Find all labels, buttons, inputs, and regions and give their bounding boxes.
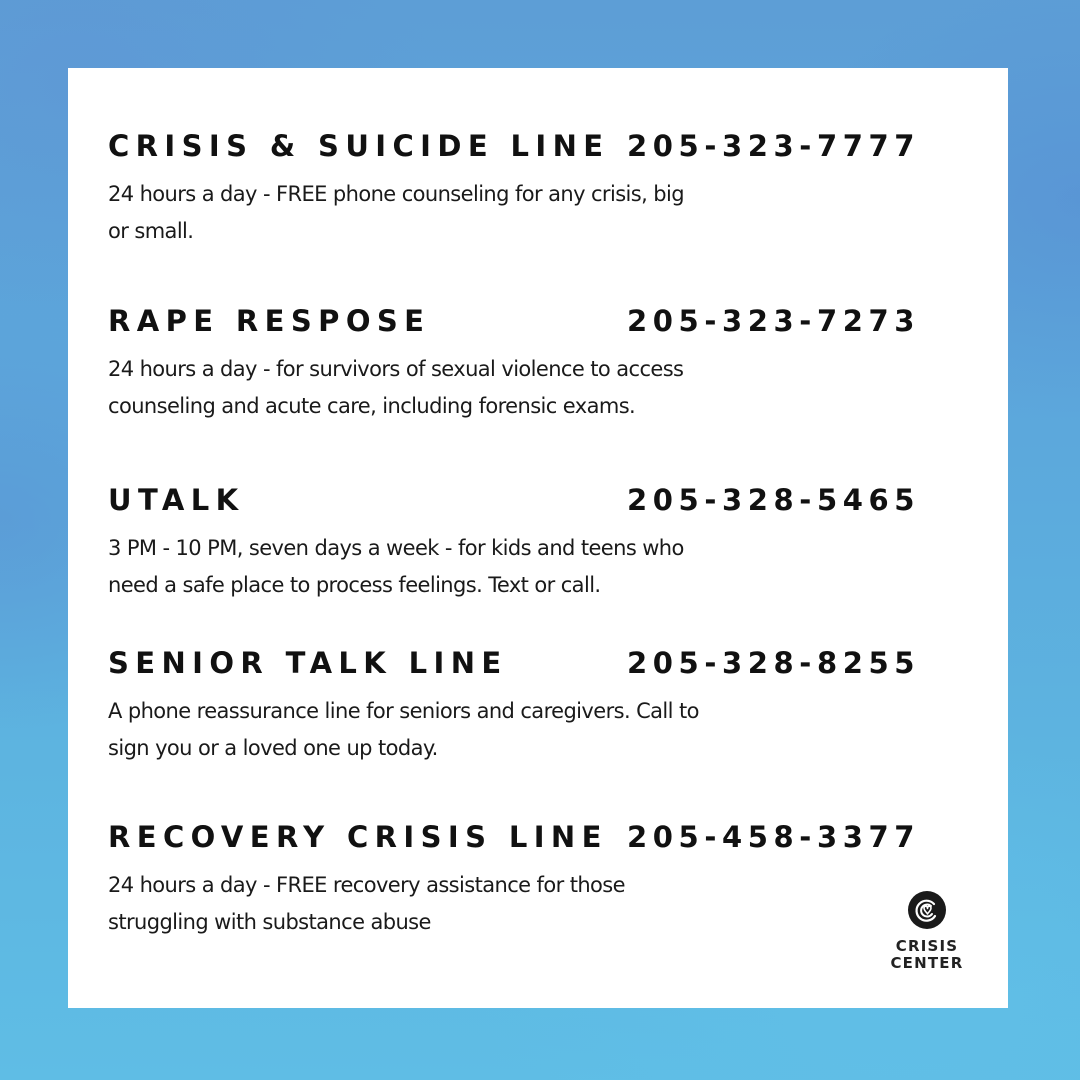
entry-senior-talk-line xyxy=(108,643,928,767)
description-line: 24 hours a day - for survivors of sexual violence to access xyxy=(108,357,684,381)
crisis-center-logo xyxy=(888,890,966,972)
description-line: 24 hours a day - FREE phone counseling for any crisis, big xyxy=(108,182,684,206)
description-line: need a safe place to process feelings. Text or call. xyxy=(108,573,601,597)
description-line: 3 PM - 10 PM, seven days a week - for kids and teens who xyxy=(108,536,684,560)
entry-heading-row xyxy=(108,817,928,857)
description-line: 24 hours a day - FREE recovery assistance for those xyxy=(108,873,625,897)
logo-line-crisis: CRISIS xyxy=(895,937,959,955)
entry-title: CRISIS & SUICIDE LINE xyxy=(108,129,610,163)
description-line: struggling with substance abuse xyxy=(108,910,431,934)
logo-wordmark xyxy=(888,938,966,972)
entry-description xyxy=(108,530,768,604)
entry-title: SENIOR TALK LINE xyxy=(108,646,508,680)
entry-title: RAPE RESPOSE xyxy=(108,304,431,338)
entry-description xyxy=(108,867,768,941)
entry-title: RECOVERY CRISIS LINE xyxy=(108,820,608,854)
description-line: sign you or a loved one up today. xyxy=(108,736,438,760)
description-line: A phone reassurance line for seniors and caregivers. Call to xyxy=(108,699,699,723)
crisis-center-heart-swirl-icon xyxy=(907,890,947,930)
entry-heading-row xyxy=(108,643,928,683)
description-line: or small. xyxy=(108,219,194,243)
entry-description xyxy=(108,176,768,250)
entry-rape-response xyxy=(108,301,928,425)
entry-phone[interactable]: 205-323-7273 xyxy=(627,304,921,338)
entry-description xyxy=(108,351,768,425)
entry-recovery-crisis-line xyxy=(108,817,928,941)
entry-heading-row xyxy=(108,301,928,341)
entry-phone[interactable]: 205-328-5465 xyxy=(627,483,921,517)
entry-phone[interactable]: 205-458-3377 xyxy=(627,820,921,854)
entry-utalk xyxy=(108,480,928,604)
entry-heading-row xyxy=(108,480,928,520)
logo-line-center: CENTER xyxy=(890,954,964,972)
entry-description xyxy=(108,693,768,767)
info-card xyxy=(68,68,1008,1008)
entry-heading-row xyxy=(108,126,928,166)
entry-phone[interactable]: 205-328-8255 xyxy=(627,646,921,680)
description-line: counseling and acute care, including forensic exams. xyxy=(108,394,636,418)
entry-phone[interactable]: 205-323-7777 xyxy=(627,129,921,163)
entry-title: UTALK xyxy=(108,483,245,517)
entry-crisis-suicide-line xyxy=(108,126,928,250)
